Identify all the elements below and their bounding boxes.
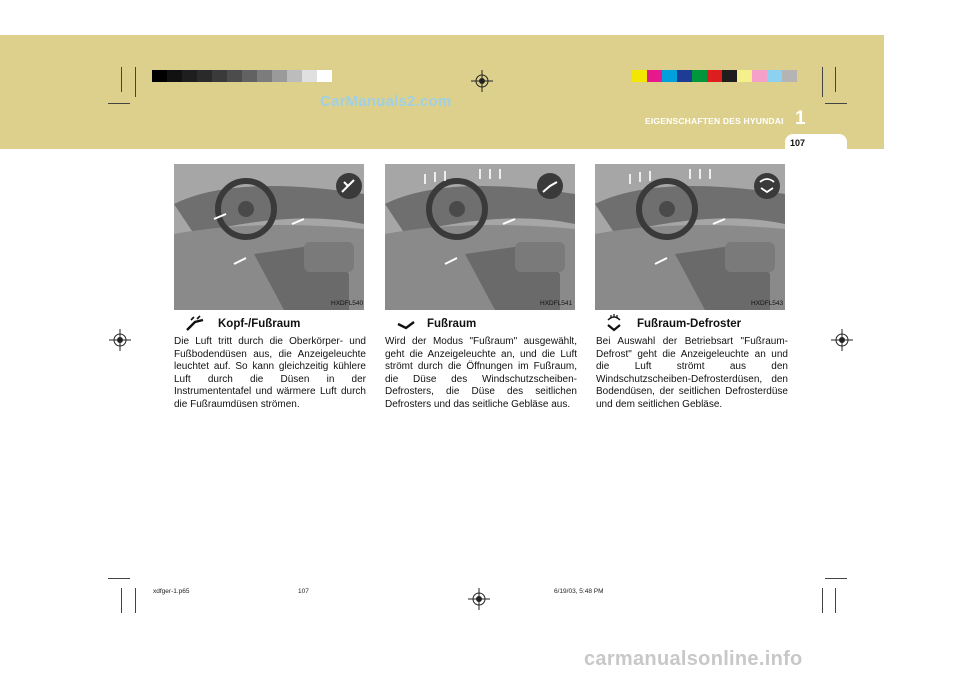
- footer-file: xdfger-1.p65: [153, 588, 190, 595]
- crop-mark: [108, 103, 130, 104]
- header-band: [0, 35, 884, 149]
- head-foot-vent-icon: [184, 314, 206, 332]
- footer-page: 107: [298, 588, 309, 595]
- crop-mark: [835, 67, 836, 92]
- footer-date: 6/19/03, 5:48 PM: [554, 588, 604, 595]
- chapter-number: 1: [795, 108, 806, 129]
- crop-mark: [121, 588, 122, 613]
- watermark-top[interactable]: CarManuals2.com: [320, 93, 452, 110]
- color-registration-bar: [632, 69, 797, 81]
- registration-crosshair-icon: [831, 329, 853, 351]
- column-body-text: Bei Auswahl der Betriebsart "Fußraum-Defrost" geht die Anzeigeleuchte an und die Luft strömt aus den Windschutzscheiben-Defrosterdüsen, den Bodendüsen, der seitlichen Defrosterdüse und dem seitlichen Gebläse.: [596, 336, 788, 410]
- photo-code: HXDFL543: [751, 300, 784, 307]
- dashboard-photo-foot: [385, 164, 575, 310]
- crop-mark: [135, 588, 136, 613]
- registration-crosshair-icon: [109, 329, 131, 351]
- crop-mark: [822, 588, 823, 613]
- registration-crosshair-icon: [471, 70, 493, 92]
- dashboard-photo-head-foot: [174, 164, 364, 310]
- dashboard-photo-foot-defrost: [595, 164, 785, 310]
- grayscale-registration-bar: [152, 69, 332, 81]
- column-title: Fußraum: [427, 318, 477, 330]
- crop-mark: [825, 578, 847, 579]
- column-title: Fußraum-Defroster: [637, 318, 742, 330]
- crop-mark: [121, 67, 122, 92]
- registration-crosshair-icon: [468, 588, 490, 610]
- foot-defrost-icon: [603, 314, 625, 332]
- section-title: EIGENSCHAFTEN DES HYUNDAI: [645, 116, 784, 126]
- crop-mark: [835, 588, 836, 613]
- column-body-text: Die Luft tritt durch die Oberkörper- und Fußbodendüsen aus, die Anzeigeleuchte leuchtet auf. So kann gleichzeitig kühlere Luft durch die Düsen in der Instrumententafel und wärmere Luft durch die Fußraumdüsen strömen.: [174, 336, 366, 410]
- column-title: Kopf-/Fußraum: [218, 318, 301, 330]
- watermark-bottom[interactable]: carmanualsonline.info: [584, 648, 803, 670]
- photo-code: HXDFL541: [540, 300, 573, 307]
- foot-vent-icon: [395, 314, 417, 332]
- crop-mark: [822, 67, 823, 97]
- photo-code: HXDFL540: [331, 300, 364, 307]
- page-number: 107: [790, 138, 806, 148]
- crop-mark: [825, 103, 847, 104]
- crop-mark: [135, 67, 136, 97]
- column-body-text: Wird der Modus "Fußraum" ausgewählt, geht die Anzeigeleuchte an, und die Luft strömt durch die Öffnungen im Fußraum, die Düse des Windschutzscheiben-Defrosters, die Düse des seitlichen Defrosters und das seitliche Gebläse aus.: [385, 336, 577, 410]
- crop-mark: [108, 578, 130, 579]
